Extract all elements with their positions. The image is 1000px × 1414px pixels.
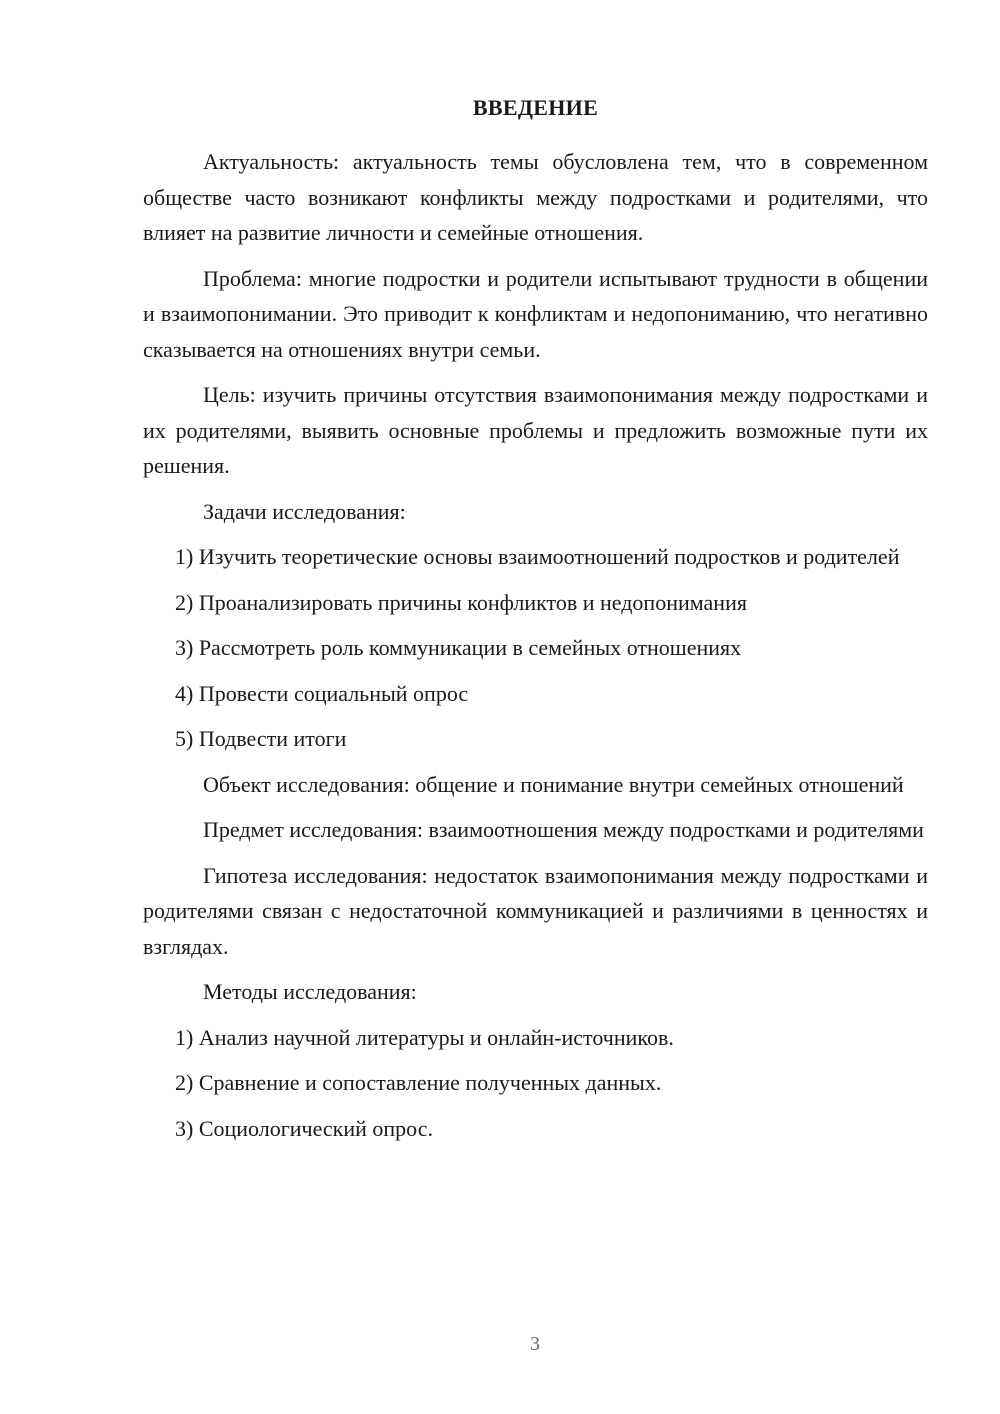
method-item: 3) Социологический опрос. xyxy=(175,1115,433,1141)
document-page xyxy=(143,94,928,1156)
hypothesis-paragraph: Гипотеза исследования: недостаток взаимопонимания между подростками и родителями связан с недостаточной коммуникацией и различиями в ценностях и взглядах. xyxy=(143,862,928,959)
page-number: 3 xyxy=(530,1333,540,1355)
method-item: 2) Сравнение и сопоставление полученных данных. xyxy=(175,1070,662,1095)
subject-paragraph: Предмет исследования: взаимоотношения между подростками и родителями xyxy=(203,817,924,842)
task-item: 5) Подвести итоги xyxy=(175,726,347,751)
object-paragraph: Объект исследования: общение и понимание внутри семейных отношений xyxy=(203,771,904,797)
tasks-heading: Задачи исследования: xyxy=(203,498,406,524)
goal-paragraph: Цель: изучить причины отсутствия взаимопонимания между подростками и их родителями, выявить основные проблемы и предложить возможные пути их решения. xyxy=(143,382,928,478)
task-item: 2) Проанализировать причины конфликтов и недопонимания xyxy=(175,589,747,615)
task-item: 3) Рассмотреть роль коммуникации в семейных отношениях xyxy=(175,635,742,660)
method-item: 1) Анализ научной литературы и онлайн-источников. xyxy=(175,1024,674,1050)
relevance-paragraph: Актуальность: актуальность темы обусловлена тем, что в современном обществе часто возникают конфликты между подростками и родителями, что влияет на развитие личности и семейные отношения. xyxy=(143,149,928,245)
section-title: ВВЕДЕНИЕ xyxy=(472,95,599,120)
methods-heading: Методы исследования: xyxy=(203,979,417,1004)
task-item: 4) Провести социальный опрос xyxy=(175,680,469,706)
task-item: 1) Изучить теоретические основы взаимоотношений подростков и родителей xyxy=(175,544,900,569)
problem-paragraph: Проблема: многие подростки и родители испытывают трудности в общении и взаимопонимании. Это приводит к конфликтам и недопониманию, что негативно сказывается на отношениях внутри семьи. xyxy=(143,265,928,362)
